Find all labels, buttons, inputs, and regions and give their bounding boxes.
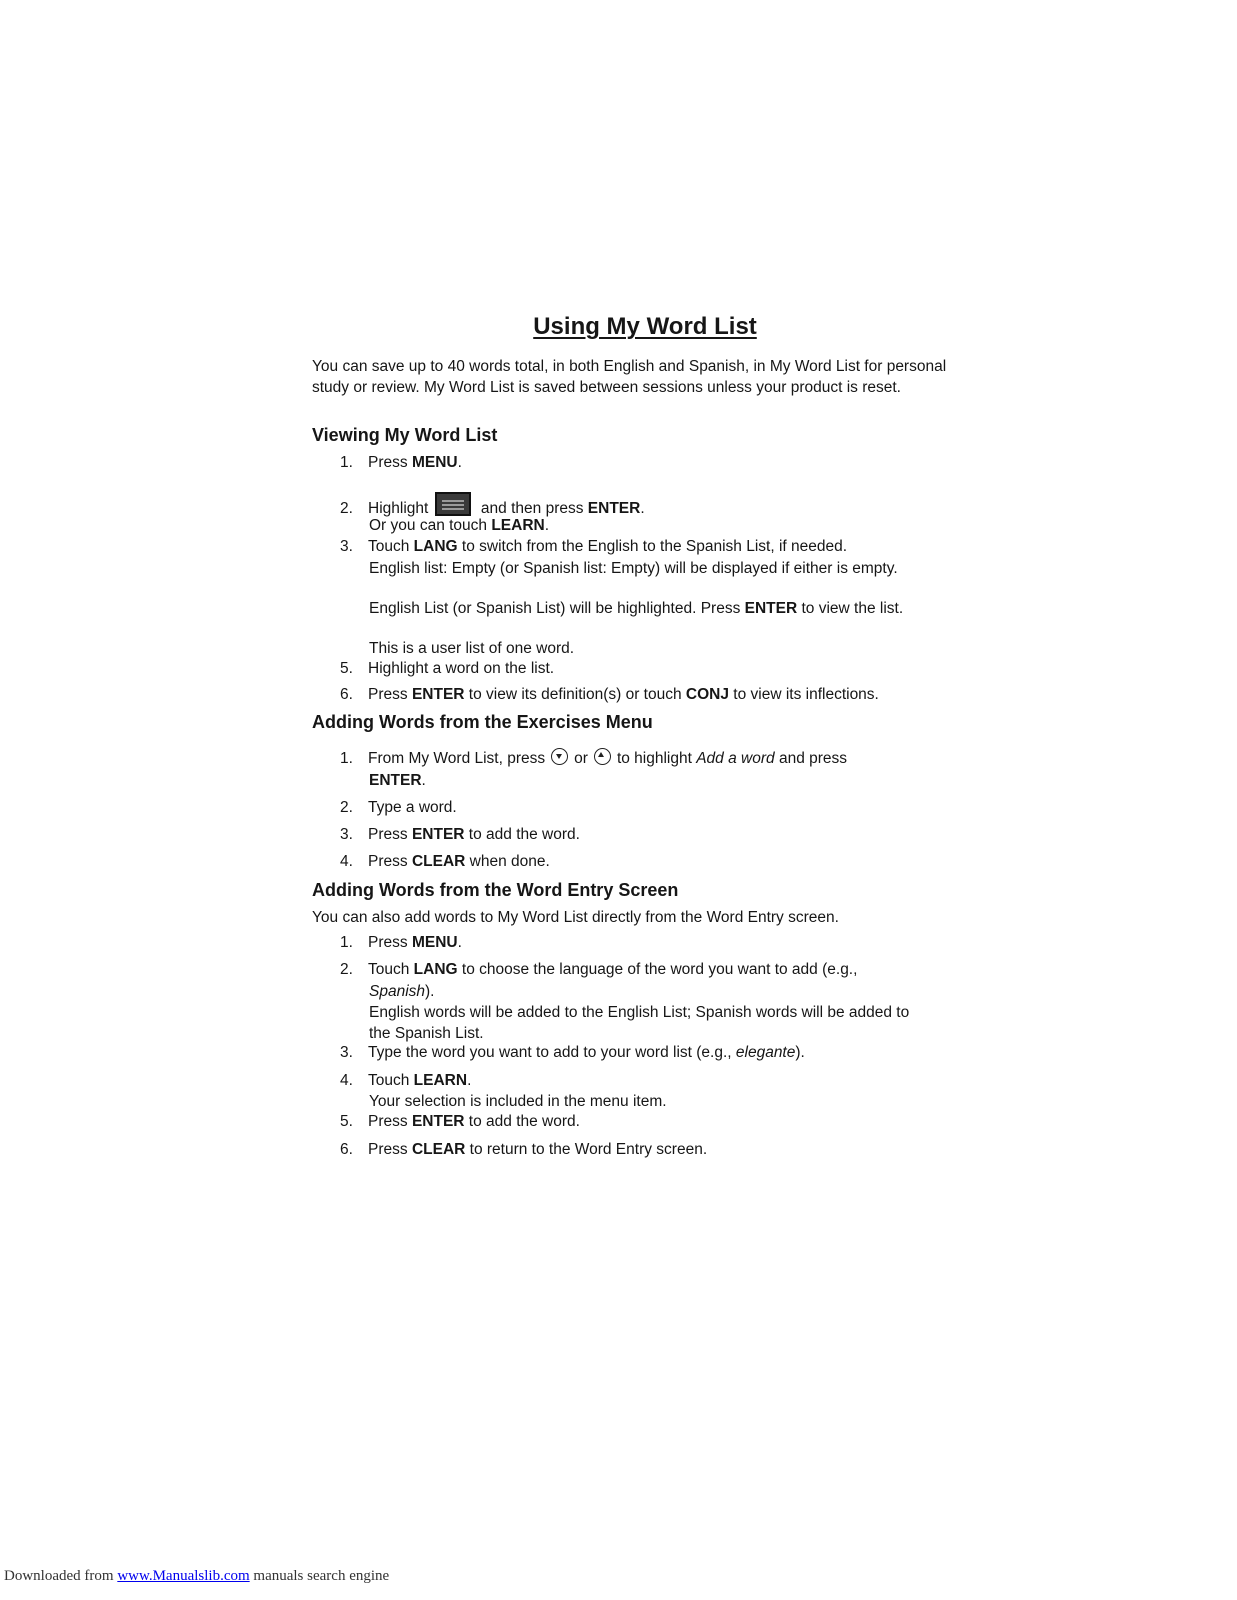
- key-label: ENTER: [587, 500, 641, 517]
- step-number: 4.: [340, 1072, 353, 1089]
- step-text: ).: [425, 983, 435, 1000]
- step-text: Press: [368, 454, 412, 471]
- entry-step-4: [340, 1070, 471, 1091]
- step-number: 1.: [340, 750, 353, 767]
- step-text: Highlight a word on the list.: [368, 660, 555, 677]
- step-text: to add the word.: [464, 1113, 580, 1130]
- viewing-step-3: [340, 536, 847, 557]
- step-text: Press: [368, 1141, 412, 1158]
- step-text: ).: [795, 1044, 805, 1061]
- key-label: ENTER: [744, 600, 798, 617]
- exercises-step-3: [340, 824, 580, 845]
- step-number: 5.: [340, 1113, 353, 1130]
- step-number: 2.: [340, 500, 353, 517]
- step-text: Press: [368, 686, 412, 703]
- key-label: MENU: [411, 454, 458, 471]
- key-label: ENTER: [369, 772, 422, 789]
- step-number: 2.: [340, 961, 353, 978]
- step-number: 3.: [340, 1044, 353, 1061]
- step-text: From My Word List, press: [368, 750, 546, 767]
- entry-step-4-note: Your selection is included in the menu item.: [369, 1093, 667, 1110]
- step-text: Or you can touch: [369, 517, 492, 534]
- key-label: CLEAR: [411, 1141, 466, 1158]
- viewing-step-5: [340, 658, 554, 679]
- key-label: ENTER: [411, 826, 465, 843]
- key-label: LEARN: [413, 1072, 468, 1089]
- viewing-step-3-note-2: [369, 598, 969, 619]
- exercises-step-2: [340, 797, 457, 818]
- manualslib-link[interactable]: www.Manualslib.com: [117, 1568, 250, 1584]
- viewing-step-6: [340, 684, 879, 705]
- key-label: CLEAR: [411, 853, 466, 870]
- step-text: English List (or Spanish List) will be highlighted. Press: [369, 600, 745, 617]
- step-text: to return to the Word Entry screen.: [465, 1141, 708, 1158]
- step-number: 6.: [340, 686, 353, 703]
- step-text: Press: [368, 853, 412, 870]
- entry-step-6: [340, 1139, 707, 1160]
- page-title: Using My Word List: [533, 313, 757, 340]
- step-text: .: [457, 934, 462, 951]
- step-number: 4.: [340, 853, 353, 870]
- step-number: 5.: [340, 660, 353, 677]
- entry-step-3: [340, 1042, 805, 1063]
- down-arrow-icon: [551, 748, 568, 765]
- step-text: and then press: [476, 500, 588, 517]
- entry-step-2-cont: [369, 981, 434, 1002]
- step-text: to switch from the English to the Spanish List, if needed.: [457, 538, 848, 555]
- key-label: ENTER: [411, 1113, 465, 1130]
- key-label: ENTER: [411, 686, 465, 703]
- viewing-step-2-note: [369, 515, 549, 536]
- italic-term: Add a word: [696, 750, 775, 767]
- step-number: 1.: [340, 934, 353, 951]
- up-arrow-icon: [594, 748, 611, 765]
- entry-step-2-note: English words will be added to the English List; Spanish words will be added to the Spanish List.: [369, 1004, 910, 1042]
- key-label: MENU: [411, 934, 458, 951]
- step-text: to view the list.: [797, 600, 904, 617]
- key-label: LANG: [413, 961, 458, 978]
- step-text: or: [574, 750, 588, 767]
- step-text: Type a word.: [368, 799, 457, 816]
- step-text: Touch: [368, 538, 414, 555]
- download-footer: [4, 1568, 389, 1585]
- exercises-step-4: [340, 851, 550, 872]
- step-text: to view its definition(s) or touch: [464, 686, 686, 703]
- step-text: and press: [774, 750, 848, 767]
- heading-word-entry: Adding Words from the Word Entry Screen: [312, 880, 679, 900]
- viewing-step-3-note-1: English list: Empty (or Spanish list: Empty) will be displayed if either is empty.: [369, 560, 898, 577]
- heading-exercises: Adding Words from the Exercises Menu: [312, 712, 653, 732]
- step-text: to choose the language of the word you want to add (e.g.,: [457, 961, 858, 978]
- step-text: Press: [368, 826, 412, 843]
- entry-step-1: [340, 932, 462, 953]
- entry-step-5: [340, 1111, 580, 1132]
- key-label: LANG: [413, 538, 458, 555]
- italic-term: Spanish: [369, 983, 426, 1000]
- step-number: 6.: [340, 1141, 353, 1158]
- step-text: Touch: [368, 1072, 414, 1089]
- key-label: LEARN: [491, 517, 545, 534]
- step-number: 1.: [340, 454, 353, 471]
- exercises-step-1-cont: [369, 770, 426, 791]
- step-number: 3.: [340, 826, 353, 843]
- step-number: 2.: [340, 799, 353, 816]
- step-text: to highlight: [616, 750, 697, 767]
- footer-text: manuals search engine: [249, 1568, 390, 1584]
- intro-paragraph: You can save up to 40 words total, in both English and Spanish, in My Word List for personal study or review. My Word List is saved between sessions unless your product is reset.: [312, 358, 947, 396]
- step-text: to add the word.: [464, 826, 580, 843]
- exercises-step-1: [340, 748, 847, 769]
- step-number: 3.: [340, 538, 353, 555]
- step-text: .: [467, 1072, 472, 1089]
- step-text: when done.: [465, 853, 550, 870]
- step-text: .: [457, 454, 462, 471]
- step-text: Highlight: [368, 500, 433, 517]
- step-text: Type the word you want to add to your word list (e.g.,: [368, 1044, 736, 1061]
- step-text: to view its inflections.: [728, 686, 879, 703]
- step-text: Press: [368, 934, 412, 951]
- heading-viewing: Viewing My Word List: [312, 425, 498, 445]
- viewing-step-1: [340, 452, 462, 473]
- learn-menu-icon: [435, 492, 471, 516]
- italic-term: elegante: [735, 1044, 796, 1061]
- step-text: Touch: [368, 961, 414, 978]
- step-text: Press: [368, 1113, 412, 1130]
- entry-step-2: [340, 959, 857, 980]
- step-text: .: [544, 517, 550, 534]
- word-entry-intro: You can also add words to My Word List directly from the Word Entry screen.: [312, 909, 839, 926]
- step-text: .: [421, 772, 426, 789]
- step-text: .: [640, 500, 645, 517]
- key-label: CONJ: [685, 686, 729, 703]
- footer-text: Downloaded from: [4, 1568, 118, 1584]
- viewing-step-3-note-3: This is a user list of one word.: [369, 640, 575, 657]
